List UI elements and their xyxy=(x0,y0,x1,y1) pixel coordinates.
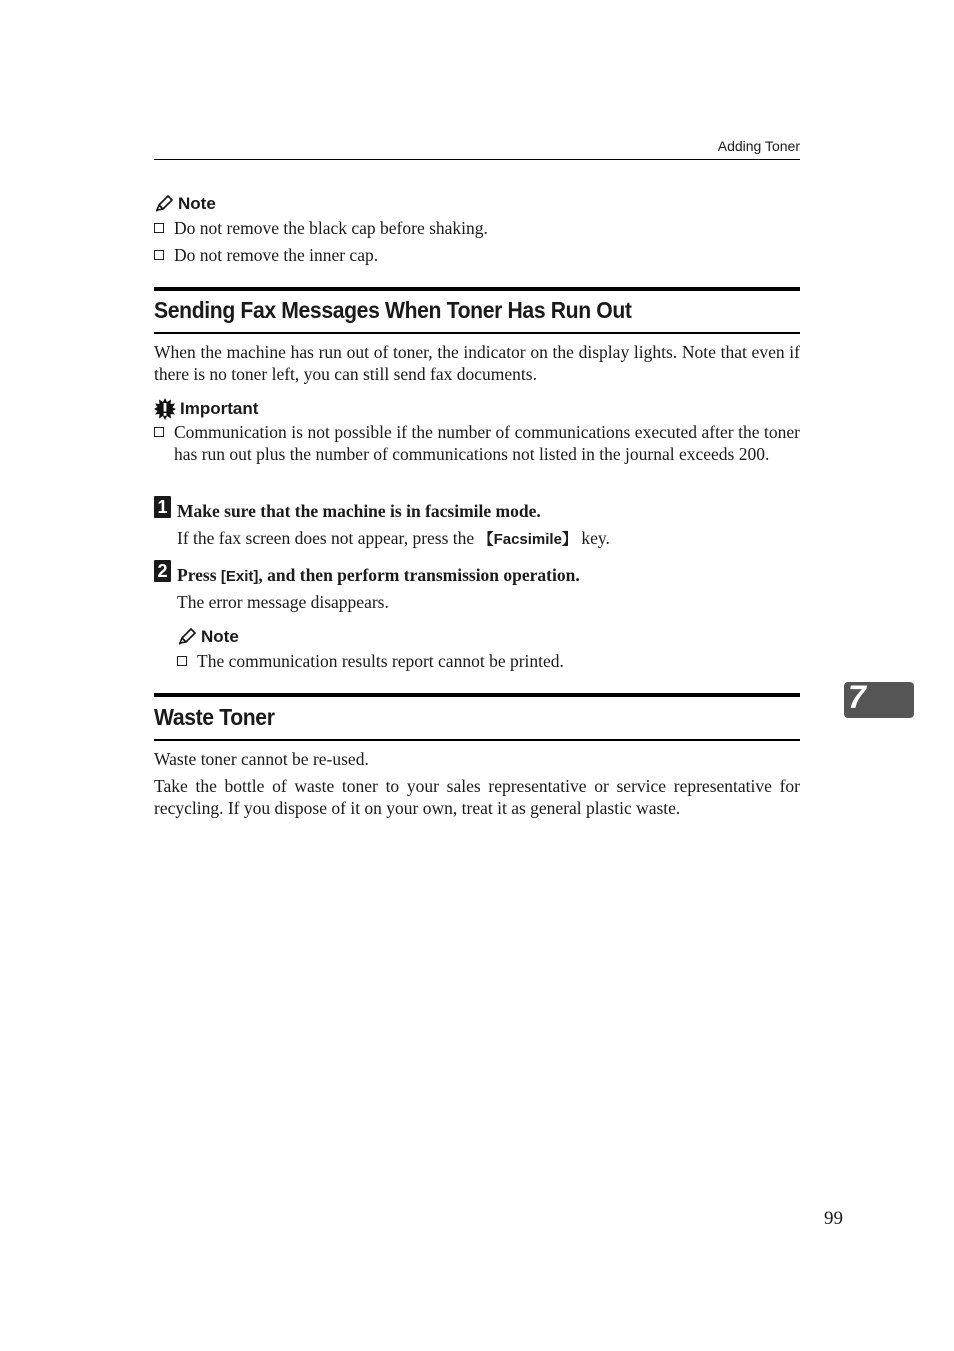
section-rule-top xyxy=(154,693,800,697)
section-rule-bottom xyxy=(154,332,800,334)
checkbox-bullet-icon xyxy=(154,427,164,437)
list-item xyxy=(177,651,800,673)
step-body: The error message disappears. xyxy=(177,592,389,612)
pencil-icon xyxy=(177,628,197,646)
list-item xyxy=(154,245,800,267)
checkbox-bullet-icon xyxy=(154,250,164,260)
important-list xyxy=(154,422,800,465)
list-item-text: Do not remove the inner cap. xyxy=(174,244,379,265)
paragraph: Take the bottle of waste toner to your sales representative or service representative for recycling. If you dispose of it on your own, treat it as general plastic waste. xyxy=(154,776,800,818)
important-heading xyxy=(154,398,258,420)
pencil-icon xyxy=(154,195,174,213)
note-heading xyxy=(177,627,239,647)
page-number: 99 xyxy=(824,1208,843,1229)
list-item-text: Communication is not possible if the number of communications executed after the toner has run out plus the number of communications not listed in the journal exceeds 200. xyxy=(174,422,800,464)
list-item xyxy=(154,422,800,465)
note-list xyxy=(177,651,800,673)
section-intro: When the machine has run out of toner, the indicator on the display lights. Note that even if there is no toner left, you can still send fax documents. xyxy=(154,342,800,384)
key-bracket-close: 】 xyxy=(561,531,577,548)
important-starburst-icon xyxy=(154,398,176,420)
section-rule-top xyxy=(154,287,800,291)
facsimile-key-label: Facsimile xyxy=(493,531,562,548)
checkbox-bullet-icon xyxy=(177,656,187,666)
step-title-text: Press xyxy=(177,565,221,585)
important-label: Important xyxy=(180,399,259,418)
section-title: Waste Toner xyxy=(154,704,275,730)
note-label: Note xyxy=(178,194,216,213)
step-body-text: key. xyxy=(576,528,610,548)
step-body-text: If the fax screen does not appear, press the xyxy=(177,528,479,548)
note-heading xyxy=(154,194,216,214)
header-rule xyxy=(154,159,800,160)
checkbox-bullet-icon xyxy=(154,223,164,233)
list-item-text: The communication results report cannot be printed. xyxy=(197,651,564,671)
note-list xyxy=(154,218,800,266)
running-header: Adding Toner xyxy=(717,138,800,154)
section-rule-bottom xyxy=(154,739,800,741)
step-body xyxy=(177,528,610,551)
chapter-number: 7 xyxy=(848,679,866,715)
step-number: 2 xyxy=(154,560,171,582)
exit-key-label: [Exit] xyxy=(220,568,259,585)
step-title: Make sure that the machine is in facsimile mode. xyxy=(177,501,541,521)
list-item-text: Do not remove the black cap before shaking. xyxy=(174,218,488,238)
section-title: Sending Fax Messages When Toner Has Run Out xyxy=(154,297,632,323)
step-number: 1 xyxy=(154,496,171,518)
step-title-text: , and then perform transmission operation. xyxy=(258,565,580,585)
note-label: Note xyxy=(201,627,239,646)
step-title xyxy=(177,565,580,586)
key-bracket-open: 【 xyxy=(478,531,494,548)
paragraph: Waste toner cannot be re-used. xyxy=(154,749,369,769)
list-item xyxy=(154,218,800,240)
